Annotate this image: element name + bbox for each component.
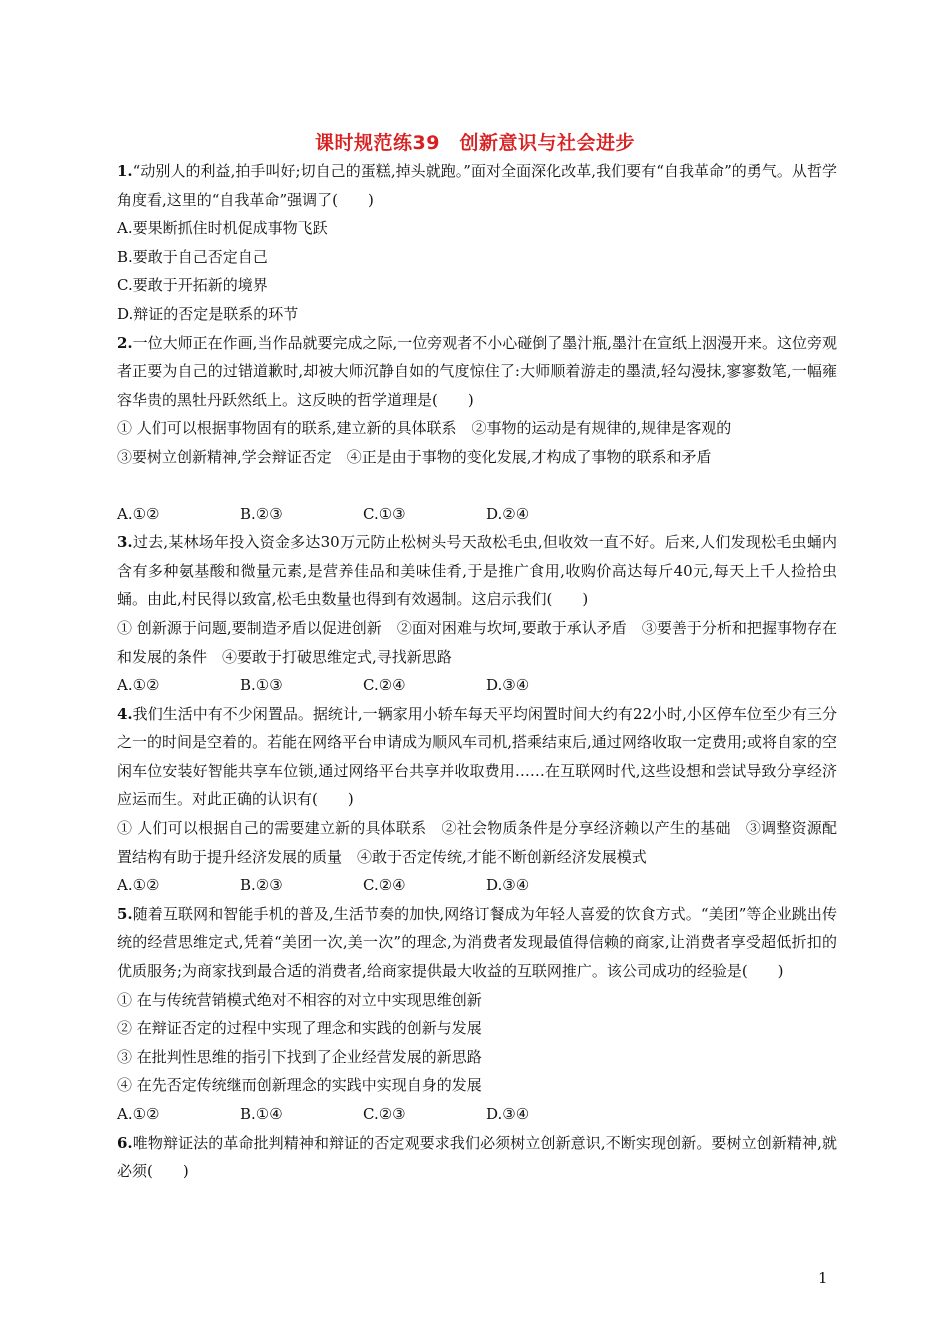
option-b: B.①③ <box>240 676 283 695</box>
spacer <box>117 472 837 500</box>
option-a: A.要果断抓住时机促成事物飞跃 <box>117 219 328 238</box>
statements-line-1: ① 人们可以根据事物固有的联系,建立新的具体联系 ②事物的运动是有规律的,规律是客观的 <box>117 419 732 438</box>
option-d: D.③④ <box>486 1105 530 1123</box>
statements: ① 人们可以根据自己的需要建立新的具体联系 ②社会物质条件是分享经济赖以产生的基础 ③调整资源配置结构有助于提升经济发展的质量 ④敢于否定传统,才能不断创新经济发展模式 <box>117 819 837 866</box>
options-row <box>117 1100 837 1129</box>
question-list <box>117 157 837 1186</box>
question-2 <box>117 329 837 529</box>
question-stem <box>117 700 837 814</box>
statement-1: ① 在与传统营销模式绝对不相容的对立中实现思维创新 <box>117 990 482 1009</box>
question-number: 1. <box>117 162 133 180</box>
option-d: D.②④ <box>486 504 530 523</box>
question-3 <box>117 528 837 700</box>
question-4 <box>117 700 837 900</box>
question-text: “动别人的利益,拍手叫好;切自己的蛋糕,掉头就跑。”面对全面深化改革,我们要有“自我革命”的勇气。从哲学角度看,这里的“自我革命”强调了( ) <box>117 162 837 209</box>
question-1 <box>117 157 837 329</box>
question-text: 随着互联网和智能手机的普及,生活节奏的加快,网络订餐成为年轻人喜爱的饮食方式。“美团”等企业跳出传统的经营思维定式,凭着“美团一次,美一次”的理念,为消费者发现最值得信赖的商家,让消费者享受超低折扣的优质服务;为商家找到最合适的消费者,给商家提供最大收益的互联网推广。该公司成功的经验是( ) <box>117 904 837 981</box>
question-number: 6. <box>117 1133 133 1152</box>
option-b: B.要敢于自己否定自己 <box>117 247 268 266</box>
question-stem <box>117 900 837 986</box>
option-b: B.②③ <box>240 876 283 895</box>
option-b: B.②③ <box>240 504 283 523</box>
options-row <box>117 671 837 700</box>
question-number: 3. <box>117 533 133 552</box>
option-a: A.①② <box>117 676 160 695</box>
question-number: 4. <box>117 704 133 723</box>
option-c: C.①③ <box>363 504 406 523</box>
page-title: 课时规范练39 创新意识与社会进步 <box>315 132 635 154</box>
statement-2: ② 在辩证否定的过程中实现了理念和实践的创新与发展 <box>117 1019 482 1038</box>
statements-line-2: ③要树立创新精神,学会辩证否定 ④正是由于事物的变化发展,才构成了事物的联系和矛盾 <box>117 447 712 466</box>
question-text: 唯物辩证法的革命批判精神和辩证的否定观要求我们必须树立创新意识,不断实现创新。要树立创新精神,就必须( ) <box>117 1133 837 1181</box>
question-stem <box>117 1129 837 1186</box>
option-d: D.③④ <box>486 676 530 695</box>
question-6 <box>117 1129 837 1186</box>
option-c: C.②④ <box>363 876 406 895</box>
question-number: 5. <box>117 904 133 923</box>
question-text: 一位大师正在作画,当作品就要完成之际,一位旁观者不小心碰倒了墨汁瓶,墨汁在宣纸上洇漫开来。这位旁观者正要为自己的过错道歉时,却被大师沉静自如的气度惊住了:大师顺着游走的墨渍,轻勾漫抹,寥寥数笔,一幅雍容华贵的黑牡丹跃然纸上。这反映的哲学道理是( ) <box>117 333 837 409</box>
option-d: D.辩证的否定是联系的环节 <box>117 304 299 323</box>
option-c: C.要敢于开拓新的境界 <box>117 276 268 295</box>
statement-4: ④ 在先否定传统继而创新理念的实践中实现自身的发展 <box>117 1076 482 1095</box>
option-a: A.①② <box>117 1105 160 1123</box>
question-text: 过去,某林场年投入资金多达30万元防止松树头号天敌松毛虫,但收效一直不好。后来,人们发现松毛虫蛹内含有多种氨基酸和微量元素,是营养佳品和美味佳肴,于是推广食用,收购价高达每斤40元,每天上千人捡拾虫蛹。由此,村民得以致富,松毛虫数量也得到有效遏制。这启示我们( ) <box>117 533 837 609</box>
option-a: A.①② <box>117 504 160 523</box>
options-row <box>117 500 837 529</box>
option-c: C.②④ <box>363 676 406 695</box>
question-5 <box>117 900 837 1129</box>
question-stem <box>117 528 837 614</box>
statement-3: ③ 在批判性思维的指引下找到了企业经营发展的新思路 <box>117 1047 482 1066</box>
option-c: C.②③ <box>363 1105 406 1123</box>
options-row <box>117 871 837 900</box>
option-b: B.①④ <box>240 1105 283 1123</box>
page-number: 1 <box>818 1269 828 1287</box>
option-d: D.③④ <box>486 876 530 895</box>
statements: ① 创新源于问题,要制造矛盾以促进创新 ②面对困难与坎坷,要敢于承认矛盾 ③要善于分析和把握事物存在和发展的条件 ④要敢于打破思维定式,寻找新思路 <box>117 618 837 666</box>
question-stem <box>117 329 837 415</box>
question-number: 2. <box>117 333 133 352</box>
question-stem <box>117 157 837 214</box>
option-a: A.①② <box>117 876 160 895</box>
question-text: 我们生活中有不少闲置品。据统计,一辆家用小轿车每天平均闲置时间大约有22小时,小区停车位至少有三分之一的时间是空着的。若能在网络平台申请成为顺风车司机,搭乘结束后,通过网络收取一定费用;或将自家的空闲车位安装好智能共享车位锁,通过网络平台共享并收取费用……在互联网时代,这些设想和尝试导致分享经济应运而生。对此正确的认识有( ) <box>117 704 837 809</box>
